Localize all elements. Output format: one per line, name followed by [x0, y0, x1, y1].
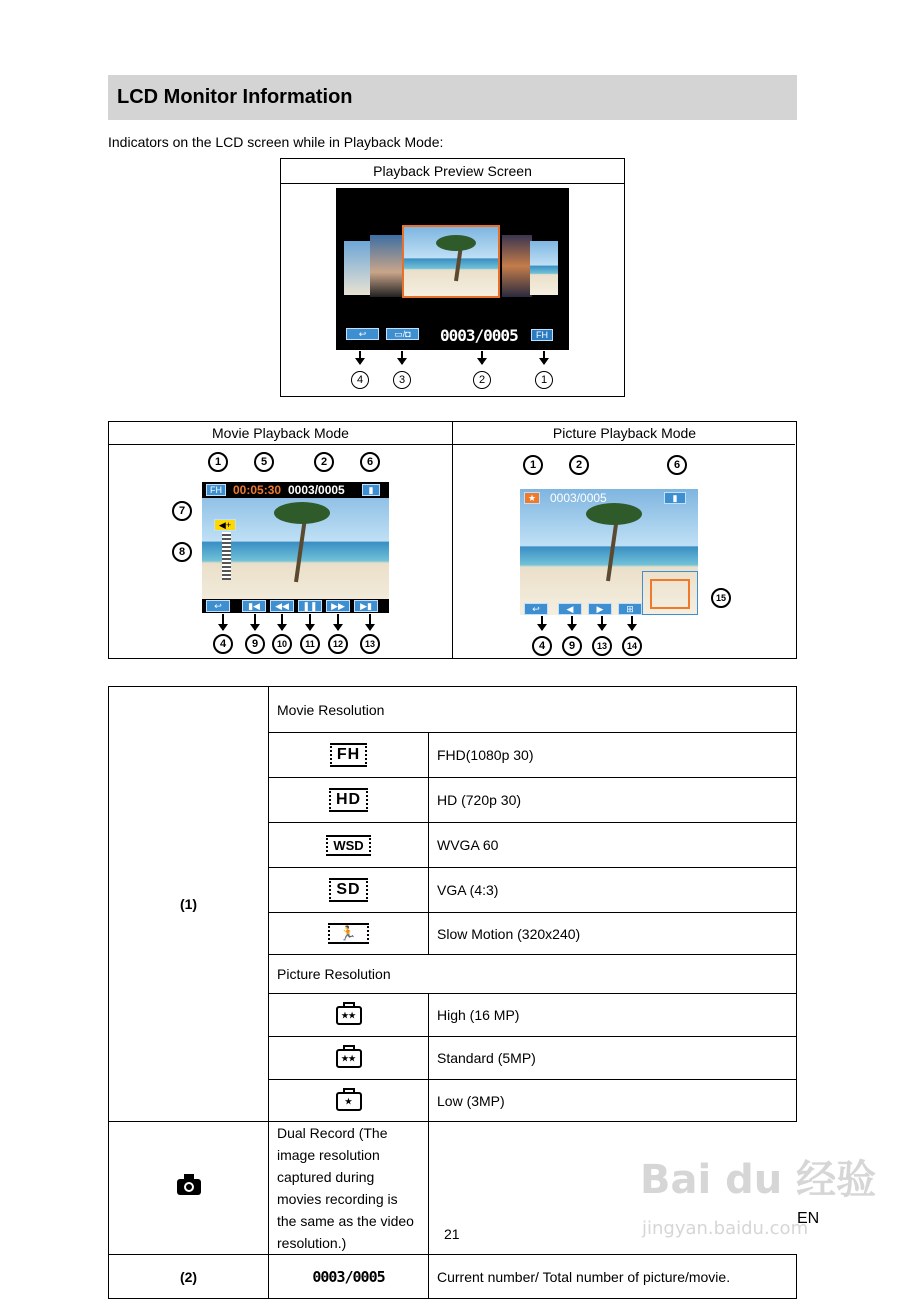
picture-back-button[interactable]: ↩: [524, 603, 548, 615]
movie-callout-11: 11: [300, 634, 320, 654]
indicator-table: [108, 686, 797, 1299]
thumb-left-2: [370, 235, 404, 297]
baidu-watermark: Bai du 经验: [640, 1157, 877, 1203]
slow-motion-icon: 🏃: [328, 923, 368, 944]
preview-counter: 0003/0005: [440, 326, 518, 345]
picture-mode-caption: Picture Playback Mode: [552, 425, 697, 441]
movie-pause-button[interactable]: ❚❚: [298, 600, 322, 612]
preview-resolution-badge: FH: [531, 329, 553, 341]
preview-caption: Playback Preview Screen: [281, 159, 624, 184]
picture-counter: 0003/0005: [550, 491, 607, 505]
fhd-resolution-icon: FH: [330, 743, 367, 767]
movie-callout-1: 1: [208, 452, 228, 472]
thumb-right-2: [530, 241, 558, 295]
picture-next-button[interactable]: ▶: [588, 603, 612, 615]
picture-callout-14: 14: [622, 636, 642, 656]
preview-callout-2: 2: [473, 371, 491, 389]
movie-res-desc: FHD(1080p 30): [429, 733, 797, 778]
camera-solid-icon: [177, 1179, 201, 1195]
language-tag: EN: [797, 1210, 820, 1227]
picture-callout-9: 9: [562, 636, 582, 656]
movie-callout-9: 9: [245, 634, 265, 654]
row-label-1: (1): [109, 687, 269, 1122]
movie-mode-caption: Movie Playback Mode: [212, 425, 349, 441]
movie-resolution-header: Movie Resolution: [269, 687, 797, 733]
picture-playback-screen: [520, 489, 698, 615]
preview-callout-3: 3: [393, 371, 411, 389]
preview-callout-1: 1: [535, 371, 553, 389]
baidu-watermark-url: jingyan.baidu.com: [642, 1218, 809, 1239]
movie-callout-7: 7: [172, 501, 192, 521]
preview-arrow-1: [543, 351, 545, 364]
movie-forward-button[interactable]: ▶▶: [326, 600, 350, 612]
sd-resolution-icon: SD: [329, 878, 367, 902]
thumb-selected[interactable]: [402, 225, 500, 298]
movie-time: 00:05:30: [233, 483, 282, 497]
thumb-left-1: [344, 241, 372, 295]
intro-text: Indicators on the LCD screen while in Playback Mode:: [108, 134, 444, 150]
picture-resolution-icon: ★: [524, 492, 540, 504]
picture-callout-2: 2: [569, 455, 589, 475]
movie-res-desc: Slow Motion (320x240): [429, 913, 797, 955]
movie-counter: 0003/0005: [288, 483, 345, 497]
preview-arrow-2: [481, 351, 483, 364]
movie-callout-10: 10: [272, 634, 292, 654]
section-title-bar: [108, 75, 797, 120]
page-title: LCD Monitor Information: [117, 86, 353, 108]
picture-resolution-header: Picture Resolution: [269, 955, 797, 994]
movie-callout-5: 5: [254, 452, 274, 472]
picture-callout-6: 6: [667, 455, 687, 475]
camera-2star-icon: ★★: [336, 1049, 362, 1068]
volume-icon: ◀+: [214, 519, 236, 531]
picture-callout-4: 4: [532, 636, 552, 656]
movie-playback-screen: [202, 482, 389, 613]
picture-res-desc: Dual Record (The image resolution captured during movies recording is the same as the video resolution.): [269, 1122, 429, 1255]
movie-back-button[interactable]: ↩: [206, 600, 230, 612]
picture-callout-15: 15: [711, 588, 731, 608]
preview-arrow-4: [359, 351, 361, 364]
movie-photo-toggle-icon[interactable]: ▭/◘: [386, 328, 419, 340]
volume-bar: [222, 532, 231, 580]
movie-res-desc: HD (720p 30): [429, 778, 797, 823]
movie-callout-6: 6: [360, 452, 380, 472]
picture-res-desc: Standard (5MP): [429, 1037, 797, 1080]
row2-desc: Current number/ Total number of picture/movie.: [429, 1255, 797, 1299]
picture-prev-button[interactable]: ◀: [558, 603, 582, 615]
movie-next-button[interactable]: ▶▮: [354, 600, 378, 612]
preview-callout-4: 4: [351, 371, 369, 389]
movie-resolution-badge: FH: [206, 484, 226, 496]
picture-battery-icon: ▮: [664, 492, 686, 504]
movie-prev-button[interactable]: ▮◀: [242, 600, 266, 612]
movie-battery-icon: ▮: [362, 484, 380, 496]
wsd-resolution-icon: WSD: [326, 835, 370, 856]
thumb-right-1: [502, 235, 532, 297]
camera-3star-icon: ★★: [336, 1006, 362, 1025]
movie-callout-8: 8: [172, 542, 192, 562]
row-label-2: (2): [109, 1255, 269, 1299]
back-icon[interactable]: ↩: [346, 328, 379, 340]
picture-callout-13: 13: [592, 636, 612, 656]
preview-screen: [336, 188, 569, 350]
picture-res-desc: Low (3MP): [429, 1080, 797, 1122]
camera-1star-icon: ★: [336, 1092, 362, 1111]
movie-res-desc: VGA (4:3): [429, 868, 797, 913]
counter-indicator: 0003/0005: [312, 1267, 385, 1286]
movie-callout-13: 13: [360, 634, 380, 654]
picture-zoom-button[interactable]: ⊞: [618, 603, 642, 615]
picture-callout-1: 1: [523, 455, 543, 475]
zoom-frame: [650, 579, 690, 609]
preview-arrow-3: [401, 351, 403, 364]
movie-callout-2: 2: [314, 452, 334, 472]
hd-resolution-icon: HD: [329, 788, 368, 812]
movie-callout-4: 4: [213, 634, 233, 654]
movie-rewind-button[interactable]: ◀◀: [270, 600, 294, 612]
page-number: 21: [444, 1226, 460, 1242]
movie-callout-12: 12: [328, 634, 348, 654]
picture-res-desc: High (16 MP): [429, 994, 797, 1037]
movie-res-desc: WVGA 60: [429, 823, 797, 868]
